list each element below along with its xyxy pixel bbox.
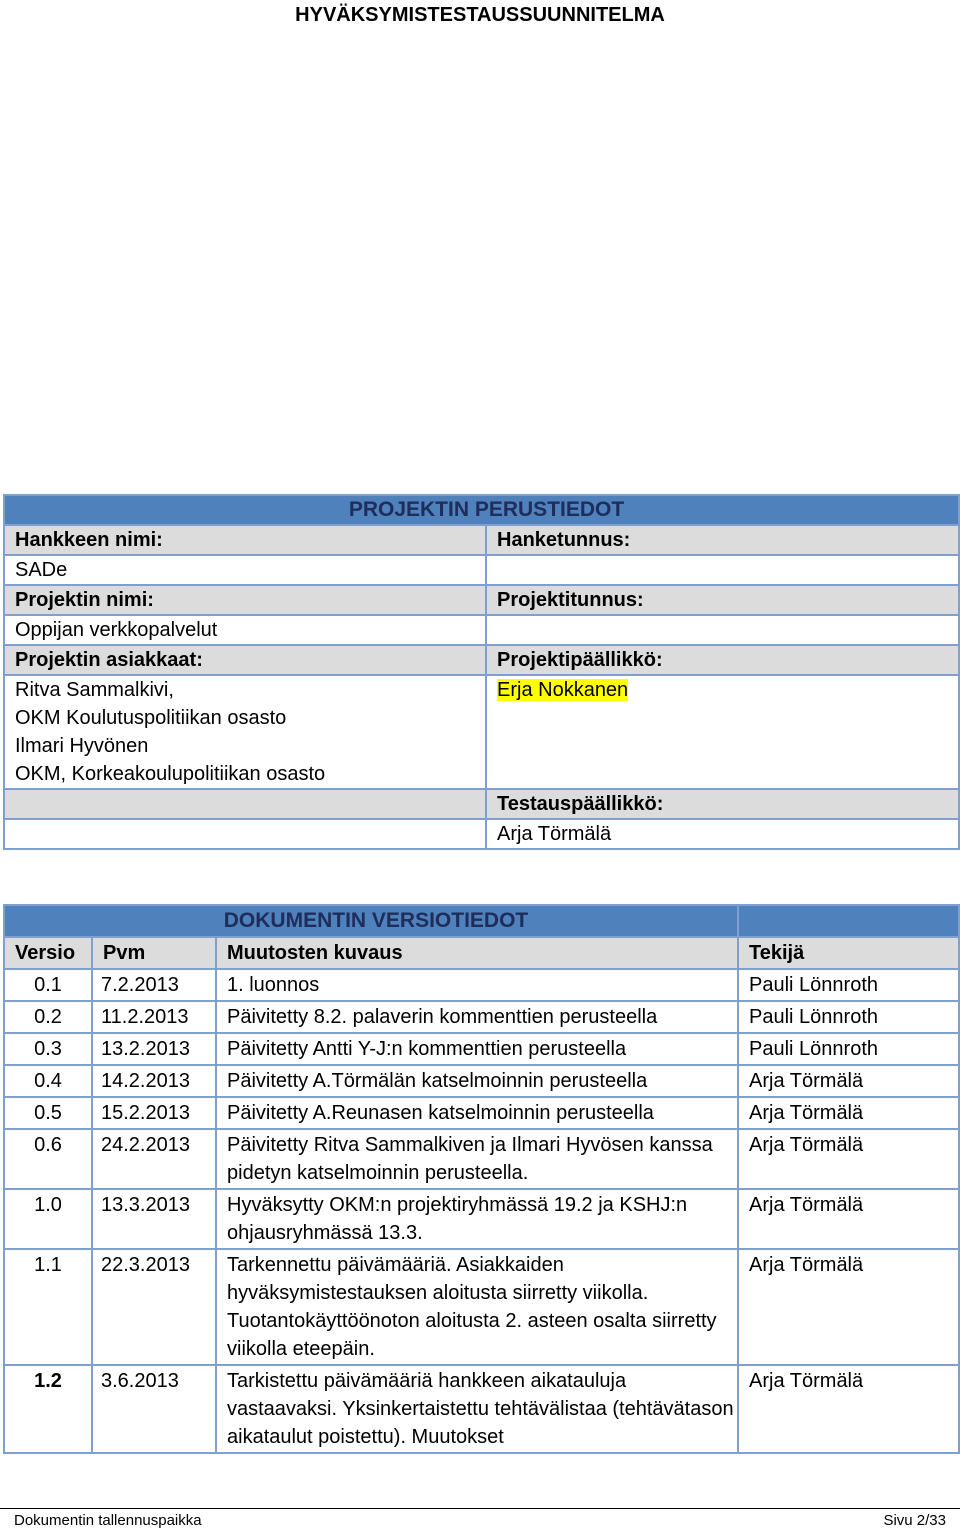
col-tekija: Tekijä <box>738 937 959 969</box>
asiakkaat-label: Projektin asiakkaat: <box>4 645 486 675</box>
version-cell: 1.0 <box>4 1189 92 1249</box>
testaus-label: Testauspäällikkö: <box>486 789 959 819</box>
version-cell: 0.6 <box>4 1129 92 1189</box>
date-cell: 22.3.2013 <box>92 1249 216 1365</box>
footer-location: Dokumentin tallennuspaikka <box>14 1512 202 1529</box>
version-cell: 1.2 <box>4 1365 92 1453</box>
date-cell: 24.2.2013 <box>92 1129 216 1189</box>
desc-cell: Hyväksytty OKM:n projektiryhmässä 19.2 ja KSHJ:n ohjausryhmässä 13.3. <box>216 1189 738 1249</box>
desc-cell: Tarkistettu päivämääriä hankkeen aikatauluja vastaavaksi. Yksinkertaistettu tehtävälistaa (tehtävätason aikataulut poistettu). Muutokset <box>216 1365 738 1453</box>
author-cell: Pauli Lönnroth <box>738 1001 959 1033</box>
projekti-label: Projektin nimi: <box>4 585 486 615</box>
date-cell: 3.6.2013 <box>92 1365 216 1453</box>
hanketunnus-label: Hanketunnus: <box>486 525 959 555</box>
author-cell: Pauli Lönnroth <box>738 969 959 1001</box>
table-row <box>4 1001 959 1033</box>
basic-info-title: PROJEKTIN PERUSTIEDOT <box>4 495 959 525</box>
table-row <box>4 969 959 1001</box>
desc-cell: Päivitetty 8.2. palaverin kommenttien perusteella <box>216 1001 738 1033</box>
document-title: HYVÄKSYMISTESTAUSSUUNNITELMA <box>295 4 665 26</box>
asiakas-line: Ritva Sammalkivi, <box>15 679 174 701</box>
date-cell: 15.2.2013 <box>92 1097 216 1129</box>
author-cell: Arja Törmälä <box>738 1129 959 1189</box>
date-cell: 14.2.2013 <box>92 1065 216 1097</box>
version-cell: 0.1 <box>4 969 92 1001</box>
version-table <box>3 904 960 1454</box>
desc-cell: Tarkennettu päivämääriä. Asiakkaiden hyväksymistestauksen aloitusta siirretty viikolla. Tuotantokäyttöönoton aloitusta 2. asteen osalta siirretty viikolla eteepäin. <box>216 1249 738 1365</box>
paallikko-value: Erja Nokkanen <box>497 679 629 701</box>
author-cell: Arja Törmälä <box>738 1365 959 1453</box>
hanke-value: SADe <box>4 555 486 585</box>
desc-cell: 1. luonnos <box>216 969 738 1001</box>
testaus-value: Arja Törmälä <box>486 819 959 849</box>
basic-info-table <box>3 494 960 850</box>
desc-cell: Päivitetty Ritva Sammalkiven ja Ilmari Hyvösen kanssa pidetyn katselmoinnin perusteella. <box>216 1129 738 1189</box>
version-title: DOKUMENTIN VERSIOTIEDOT <box>4 905 738 937</box>
col-pvm: Pvm <box>92 937 216 969</box>
hanketunnus-value <box>486 555 959 585</box>
asiakkaat-value <box>4 675 486 789</box>
asiakas-line: Ilmari Hyvönen <box>15 735 149 757</box>
date-cell: 13.2.2013 <box>92 1033 216 1065</box>
paallikko-cell <box>486 675 959 789</box>
author-cell: Arja Törmälä <box>738 1189 959 1249</box>
date-cell: 11.2.2013 <box>92 1001 216 1033</box>
table-row <box>4 1065 959 1097</box>
table-row <box>4 1033 959 1065</box>
footer-divider <box>0 1508 960 1509</box>
table-row <box>4 1097 959 1129</box>
version-cell: 0.3 <box>4 1033 92 1065</box>
projektitunnus-value <box>486 615 959 645</box>
projektitunnus-label: Projektitunnus: <box>486 585 959 615</box>
asiakas-line: OKM Koulutuspolitiikan osasto <box>15 707 287 729</box>
author-cell: Arja Törmälä <box>738 1065 959 1097</box>
col-kuvaus: Muutosten kuvaus <box>216 937 738 969</box>
table-row <box>4 1249 959 1365</box>
hanke-label: Hankkeen nimi: <box>4 525 486 555</box>
table-row <box>4 1189 959 1249</box>
projekti-value: Oppijan verkkopalvelut <box>4 615 486 645</box>
table-row <box>4 1129 959 1189</box>
asiakas-line: OKM, Korkeakoulupolitiikan osasto <box>15 763 326 785</box>
paallikko-label: Projektipäällikkö: <box>486 645 959 675</box>
version-cell: 0.4 <box>4 1065 92 1097</box>
empty-value <box>4 819 486 849</box>
desc-cell: Päivitetty A.Reunasen katselmoinnin perusteella <box>216 1097 738 1129</box>
author-cell: Pauli Lönnroth <box>738 1033 959 1065</box>
col-versio: Versio <box>4 937 92 969</box>
version-cell: 0.2 <box>4 1001 92 1033</box>
date-cell: 7.2.2013 <box>92 969 216 1001</box>
desc-cell: Päivitetty Antti Y-J:n kommenttien perusteella <box>216 1033 738 1065</box>
table-row <box>4 1365 959 1453</box>
version-cell: 1.1 <box>4 1249 92 1365</box>
author-cell: Arja Törmälä <box>738 1249 959 1365</box>
desc-cell: Päivitetty A.Törmälän katselmoinnin perusteella <box>216 1065 738 1097</box>
author-cell: Arja Törmälä <box>738 1097 959 1129</box>
version-cell: 0.5 <box>4 1097 92 1129</box>
empty-label <box>4 789 486 819</box>
version-title-spacer <box>738 905 959 937</box>
page-number: Sivu 2/33 <box>883 1512 946 1529</box>
date-cell: 13.3.2013 <box>92 1189 216 1249</box>
